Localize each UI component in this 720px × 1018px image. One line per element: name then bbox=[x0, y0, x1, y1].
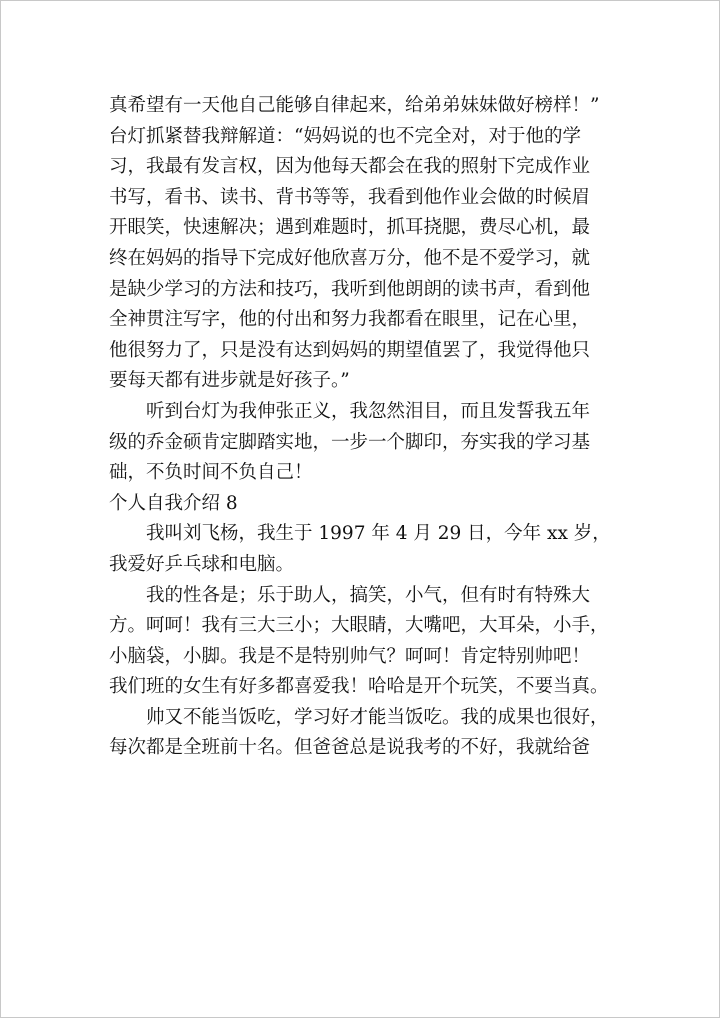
text-line: 终在妈妈的指导下完成好他欣喜万分，他不是不爱学习，就 bbox=[109, 247, 591, 269]
text-line: 听到台灯为我伸张正义，我忽然泪目，而且发誓我五年 bbox=[146, 400, 591, 422]
text-line: 真希望有一天他自己能够自律起来，给弟弟妹妹做好榜样！” bbox=[109, 95, 600, 116]
text-line: 开眼笑，快速解决；遇到难题时，抓耳挠腮，费尽心机，最 bbox=[109, 217, 591, 239]
text-line: 我叫刘飞杨，我生于 1997 年 4 月 29 日，今年 xx 岁， bbox=[146, 523, 611, 545]
paragraph-grades bbox=[109, 703, 614, 764]
paragraph-personality bbox=[109, 581, 614, 703]
text-line: 级的乔金硕肯定脚踏实地，一步一个脚印，夯实我的学习基 bbox=[109, 431, 591, 453]
text-line: 要每天都有进步就是好孩子。” bbox=[109, 370, 350, 392]
document-body bbox=[109, 91, 614, 764]
text-line: 全神贯注写字，他的付出和努力我都看在眼里，记在心里， bbox=[109, 309, 591, 331]
text-line: 是缺少学习的方法和技巧，我听到他朗朗的读书声，看到他 bbox=[109, 278, 591, 300]
section-heading: 个人自我介绍 8 bbox=[109, 492, 238, 514]
text-line: 书写，看书、读书、背书等等，我看到他作业会做的时候眉 bbox=[109, 186, 591, 208]
paragraph-lamp-defense bbox=[109, 91, 614, 397]
text-line: 小脑袋，小脚。我是不是特别帅气？呵呵！肯定特别帅吧！ bbox=[109, 645, 591, 667]
text-line: 我们班的女生有好多都喜爱我！哈哈是开个玩笑，不要当真。 bbox=[109, 676, 609, 698]
paragraph-intro bbox=[109, 519, 614, 580]
text-line: 习，我最有发言权，因为他每天都会在我的照射下完成作业 bbox=[109, 156, 591, 178]
text-line: 础，不负时间不负自己！ bbox=[109, 462, 313, 484]
text-line: 方。呵呵！我有三大三小；大眼睛，大嘴吧，大耳朵，小手， bbox=[109, 615, 609, 637]
text-line: 帅又不能当饭吃，学习好才能当饭吃。我的成果也很好， bbox=[146, 706, 609, 728]
text-line: 每次都是全班前十名。但爸爸总是说我考的不好，我就给爸 bbox=[109, 737, 591, 759]
text-line: 我爱好乒乓球和电脑。 bbox=[109, 553, 295, 575]
text-line: 我的性各是；乐于助人，搞笑，小气，但有时有特殊大 bbox=[146, 584, 591, 606]
paragraph-vow bbox=[109, 397, 614, 489]
text-line: 他很努力了，只是没有达到妈妈的期望值罢了，我觉得他只 bbox=[109, 339, 591, 361]
text-line: 台灯抓紧替我辩解道：“妈妈说的也不完全对，对于他的学 bbox=[109, 125, 581, 147]
